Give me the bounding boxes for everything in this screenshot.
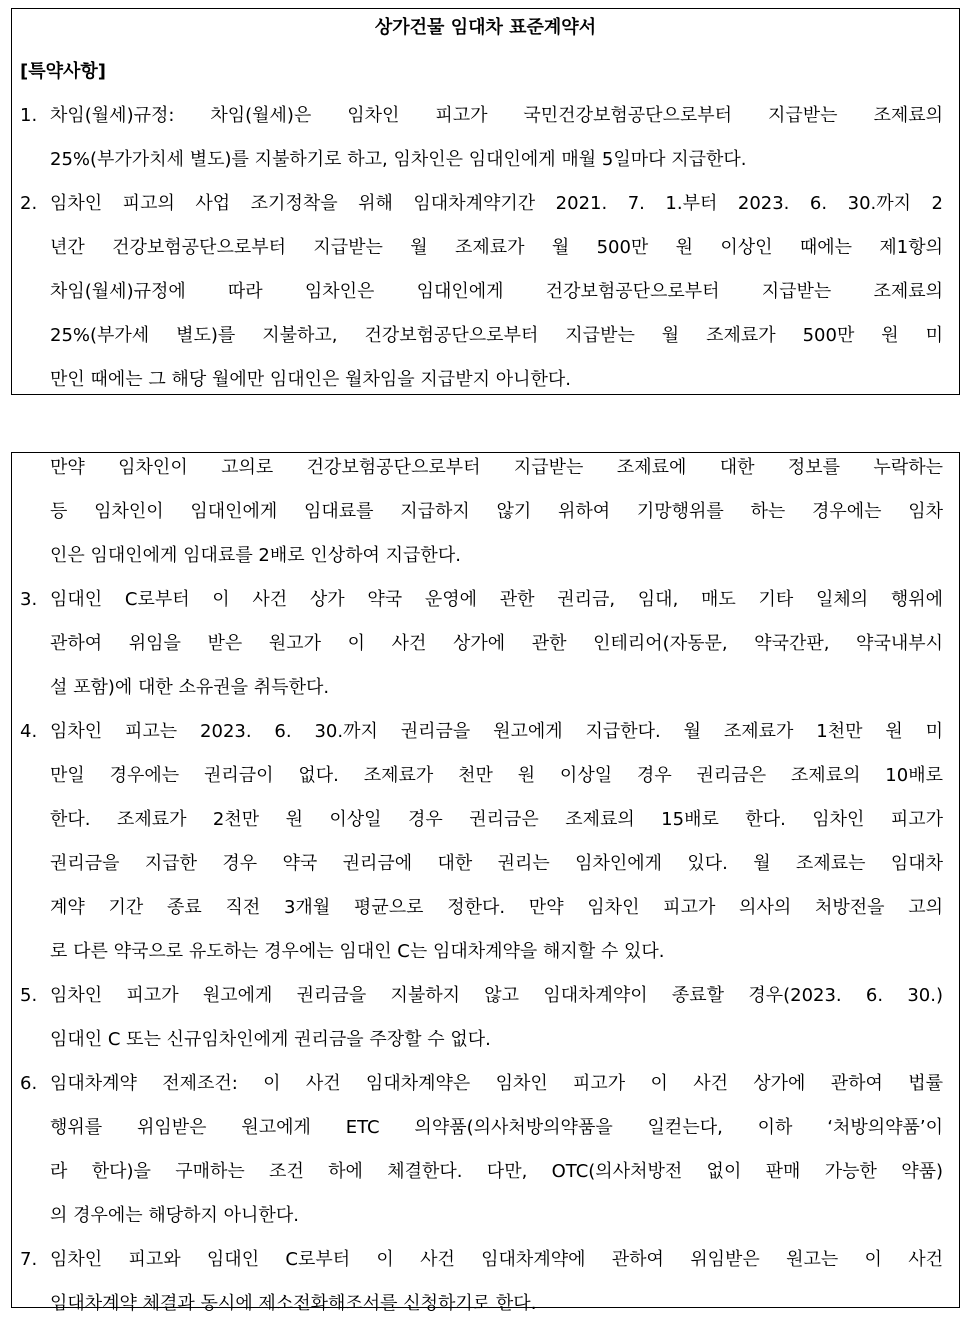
text-line: 행위를 위임받은 원고에게 ETC 의약품(의사처방의약품을 일컫는다, 이하 ‘처방의약품’이: [50, 1117, 943, 1138]
text-line: 임차인 피고의 사업 조기정착을 위해 임대차계약기간 2021. 7. 1.부터 2023. 6. 30.까지 2: [50, 193, 943, 214]
text-line: 만약 임차인이 고의로 건강보험공단으로부터 지급받는 조제료에 대한 정보를 누락하는: [50, 457, 943, 478]
text-line: 25%(부가가치세 별도)를 지불하기로 하고, 임차인은 임대인에게 매월 5일마다 지급한다.: [50, 149, 747, 170]
text-line: 만일 경우에는 권리금이 없다. 조제료가 천만 원 이상일 경우 권리금은 조제료의 10배로: [50, 765, 943, 786]
text-line: 25%(부가세 별도)를 지불하고, 건강보험공단으로부터 지급받는 월 조제료가 500만 원 미: [50, 325, 943, 346]
special-terms-box-1: [11, 8, 960, 395]
text-line: 임대인 C 또는 신규임차인에게 권리금을 주장할 수 없다.: [50, 1029, 491, 1050]
text-line: 만인 때에는 그 해당 월에만 임대인은 월차임을 지급받지 아니한다.: [50, 369, 571, 390]
text-line: 계약 기간 종료 직전 3개월 평균으로 정한다. 만약 임차인 피고가 의사의 처방전을 고의: [50, 897, 943, 918]
text-line: 차임(월세)규정에 따라 임차인은 임대인에게 건강보험공단으로부터 지급받는 조제료의: [50, 281, 943, 302]
text-line: 임차인 피고가 원고에게 권리금을 지불하지 않고 임대차계약이 종료할 경우(2023. 6. 30.): [50, 985, 943, 1006]
text-line: 임차인 피고는 2023. 6. 30.까지 권리금을 원고에게 지급한다. 월 조제료가 1천만 원 미: [50, 721, 943, 742]
text-line: 차임(월세)규정: 차임(월세)은 임차인 피고가 국민건강보험공단으로부터 지급받는 조제료의: [50, 105, 943, 126]
text-line: 설 포함)에 대한 소유권을 취득한다.: [50, 677, 330, 698]
item-number: 3.: [20, 589, 38, 610]
item-number: 7.: [20, 1249, 38, 1270]
text-line: 임대차계약 체결과 동시에 제소전화해조서를 신청하기로 한다.: [50, 1293, 537, 1314]
text-line: 년간 건강보험공단으로부터 지급받는 월 조제료가 월 500만 원 이상인 때에는 제1항의: [50, 237, 943, 258]
text-line: 관하여 위임을 받은 원고가 이 사건 상가에 관한 인테리어(자동문, 약국간판, 약국내부시: [50, 633, 943, 654]
text-line: 의 경우에는 해당하지 아니한다.: [50, 1205, 299, 1226]
document-title: 상가건물 임대차 표준계약서: [374, 17, 597, 38]
text-line: 임대인 C로부터 이 사건 상가 약국 운영에 관한 권리금, 임대, 매도 기타 일체의 행위에: [50, 589, 943, 610]
text-line: 임대차계약 전제조건: 이 사건 임대차계약은 임차인 피고가 이 사건 상가에 관하여 법률: [50, 1073, 943, 1094]
section-heading: [특약사항]: [20, 61, 107, 82]
item-number: 6.: [20, 1073, 38, 1094]
text-line: 등 임차인이 임대인에게 임대료를 지급하지 않기 위하여 기망행위를 하는 경우에는 임차: [50, 501, 943, 522]
item-number: 5.: [20, 985, 38, 1006]
text-line: 권리금을 지급한 경우 약국 권리금에 대한 권리는 임차인에게 있다. 월 조제료는 임대차: [50, 853, 943, 874]
item-number: 2.: [20, 193, 38, 214]
text-line: 한다. 조제료가 2천만 원 이상일 경우 권리금은 조제료의 15배로 한다. 임차인 피고가: [50, 809, 943, 830]
text-line: 임차인 피고와 임대인 C로부터 이 사건 임대차계약에 관하여 위임받은 원고는 이 사건: [50, 1249, 943, 1270]
item-number: 1.: [20, 105, 38, 126]
text-line: 인은 임대인에게 임대료를 2배로 인상하여 지급한다.: [50, 545, 461, 566]
text-line: 라 한다)을 구매하는 조건 하에 체결한다. 다만, OTC(의사처방전 없이 판매 가능한 약품): [50, 1161, 943, 1182]
special-terms-box-2: [11, 452, 960, 1314]
text-line: 로 다른 약국으로 유도하는 경우에는 임대인 C는 임대차계약을 해지할 수 있다.: [50, 941, 665, 962]
item-number: 4.: [20, 721, 38, 742]
